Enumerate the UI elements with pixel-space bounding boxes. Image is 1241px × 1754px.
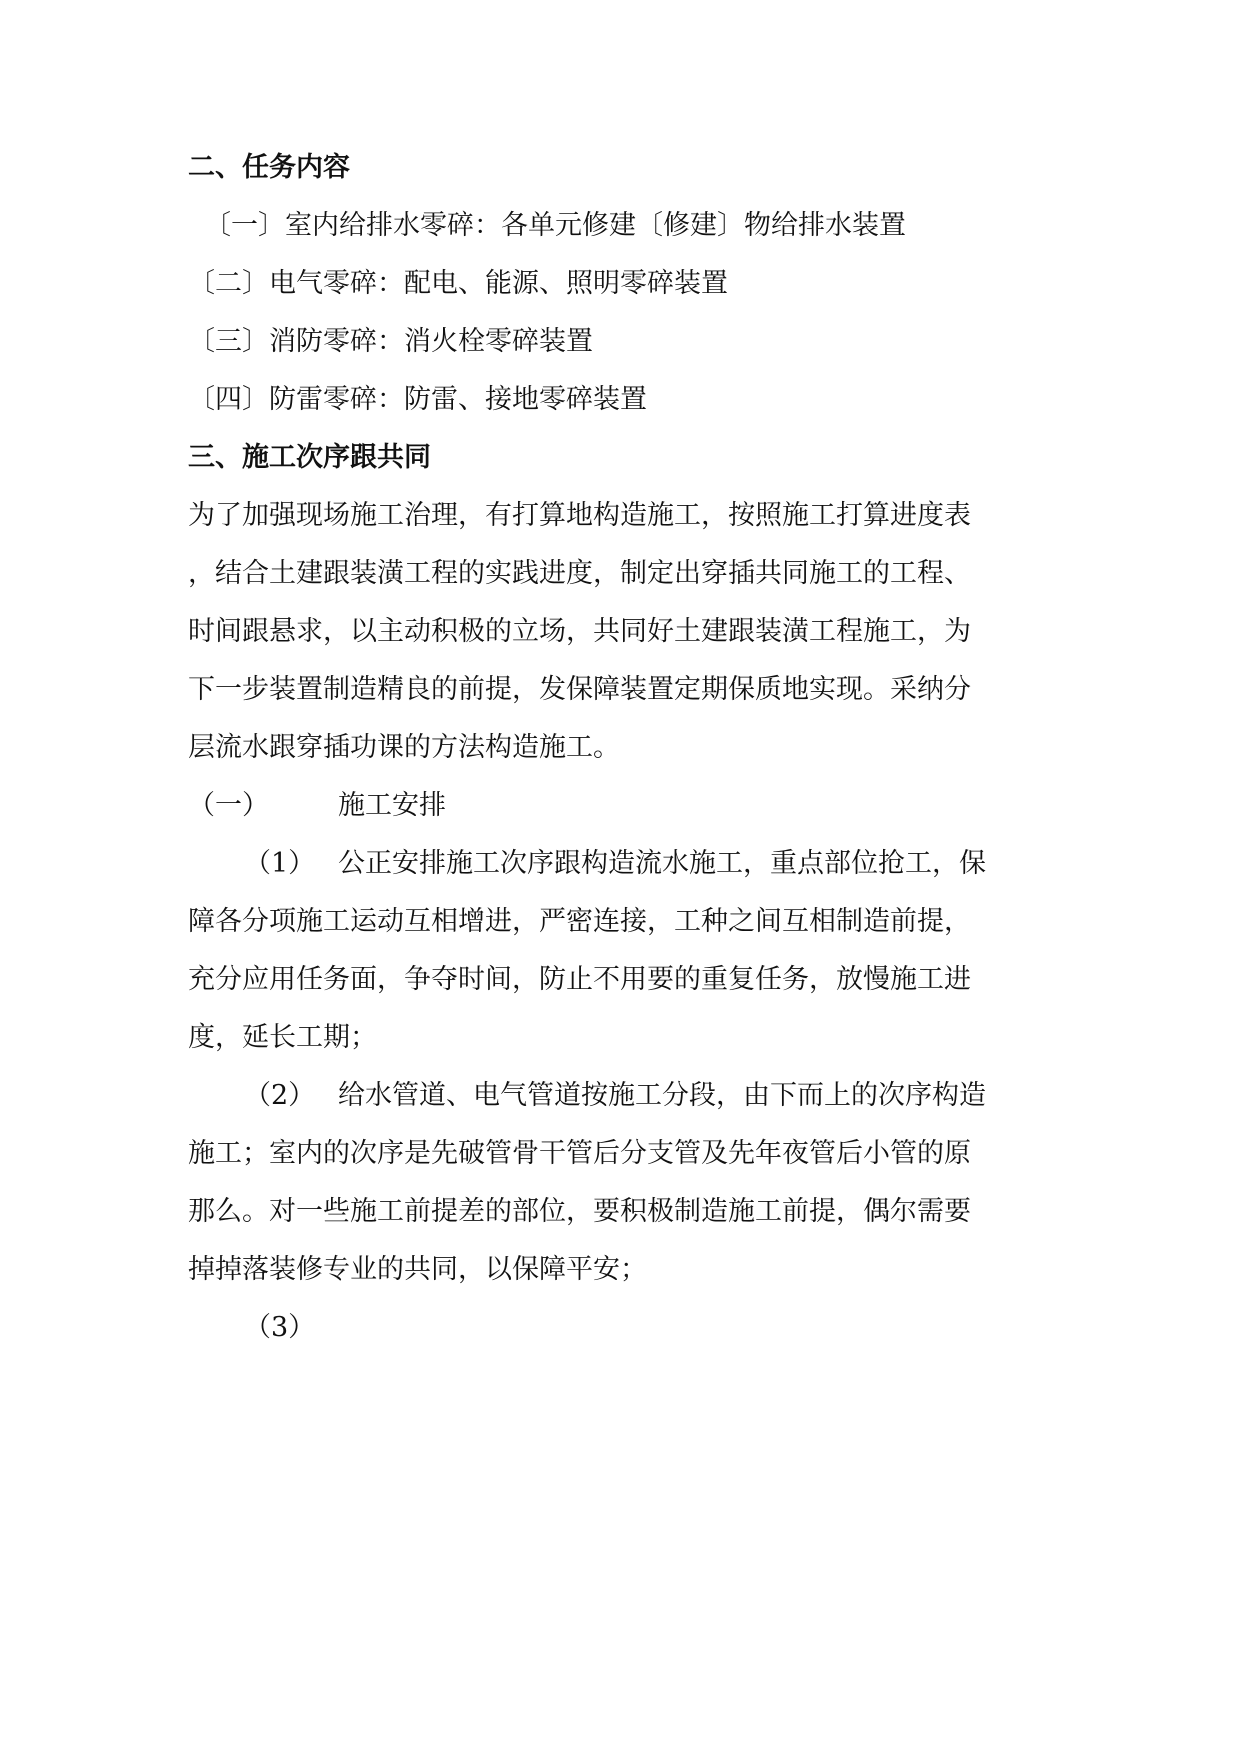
point-1-line-3: 充分应用任务面，争夺时间，防止不用要的重复任务，放慢施工进: [188, 964, 971, 995]
point-1-line-2: 障各分项施工运动互相增进，严密连接，工种之间互相制造前提，: [188, 906, 971, 937]
point-2-line-2: 施工；室内的次序是先破管骨干管后分支管及先年夜管后小管的原: [188, 1138, 971, 1169]
section2-item-1: 〔一〕室内给排水零碎：各单元修建〔修建〕物给排水装置: [204, 210, 906, 241]
point-2-line-1: 给水管道、电气管道按施工分段，由下而上的次序构造: [338, 1080, 986, 1111]
section3-heading: 三、施工次序跟共同: [188, 442, 431, 473]
point-2-number: （2）: [244, 1080, 316, 1111]
point-1-line-1: 公正安排施工次序跟构造流水施工，重点部位抢工，保: [338, 848, 986, 879]
section3-intro-line-2: ，结合土建跟装潢工程的实践进度，制定出穿插共同施工的工程、: [188, 558, 971, 589]
section2-item-3: 〔三〕消防零碎：消火栓零碎装置: [188, 326, 593, 357]
point-2-line-4: 掉掉落装修专业的共同，以保障平安；: [188, 1254, 647, 1285]
section3-intro-line-3: 时间跟悬求，以主动积极的立场，共同好土建跟装潢工程施工，为: [188, 616, 971, 647]
section3-intro-line-1: 为了加强现场施工治理，有打算地构造施工，按照施工打算进度表: [188, 500, 971, 531]
section2-item-4: 〔四〕防雷零碎：防雷、接地零碎装置: [188, 384, 647, 415]
point-1-line-4: 度，延长工期；: [188, 1022, 377, 1053]
subsection-1-number: （一）: [188, 790, 269, 821]
section2-item-2: 〔二〕电气零碎：配电、能源、照明零碎装置: [188, 268, 728, 299]
point-1-number: （1）: [244, 848, 316, 879]
section3-intro-line-4: 下一步装置制造精良的前提，发保障装置定期保质地实现。采纳分: [188, 674, 971, 705]
section3-intro-line-5: 层流水跟穿插功课的方法构造施工。: [188, 732, 620, 763]
section2-heading: 二、任务内容: [188, 152, 350, 183]
subsection-1: [188, 788, 446, 824]
point-3-number: （3）: [244, 1312, 316, 1343]
subsection-1-title: 施工安排: [338, 790, 446, 821]
point-2-line-3: 那么。对一些施工前提差的部位，要积极制造施工前提，偶尔需要: [188, 1196, 971, 1227]
